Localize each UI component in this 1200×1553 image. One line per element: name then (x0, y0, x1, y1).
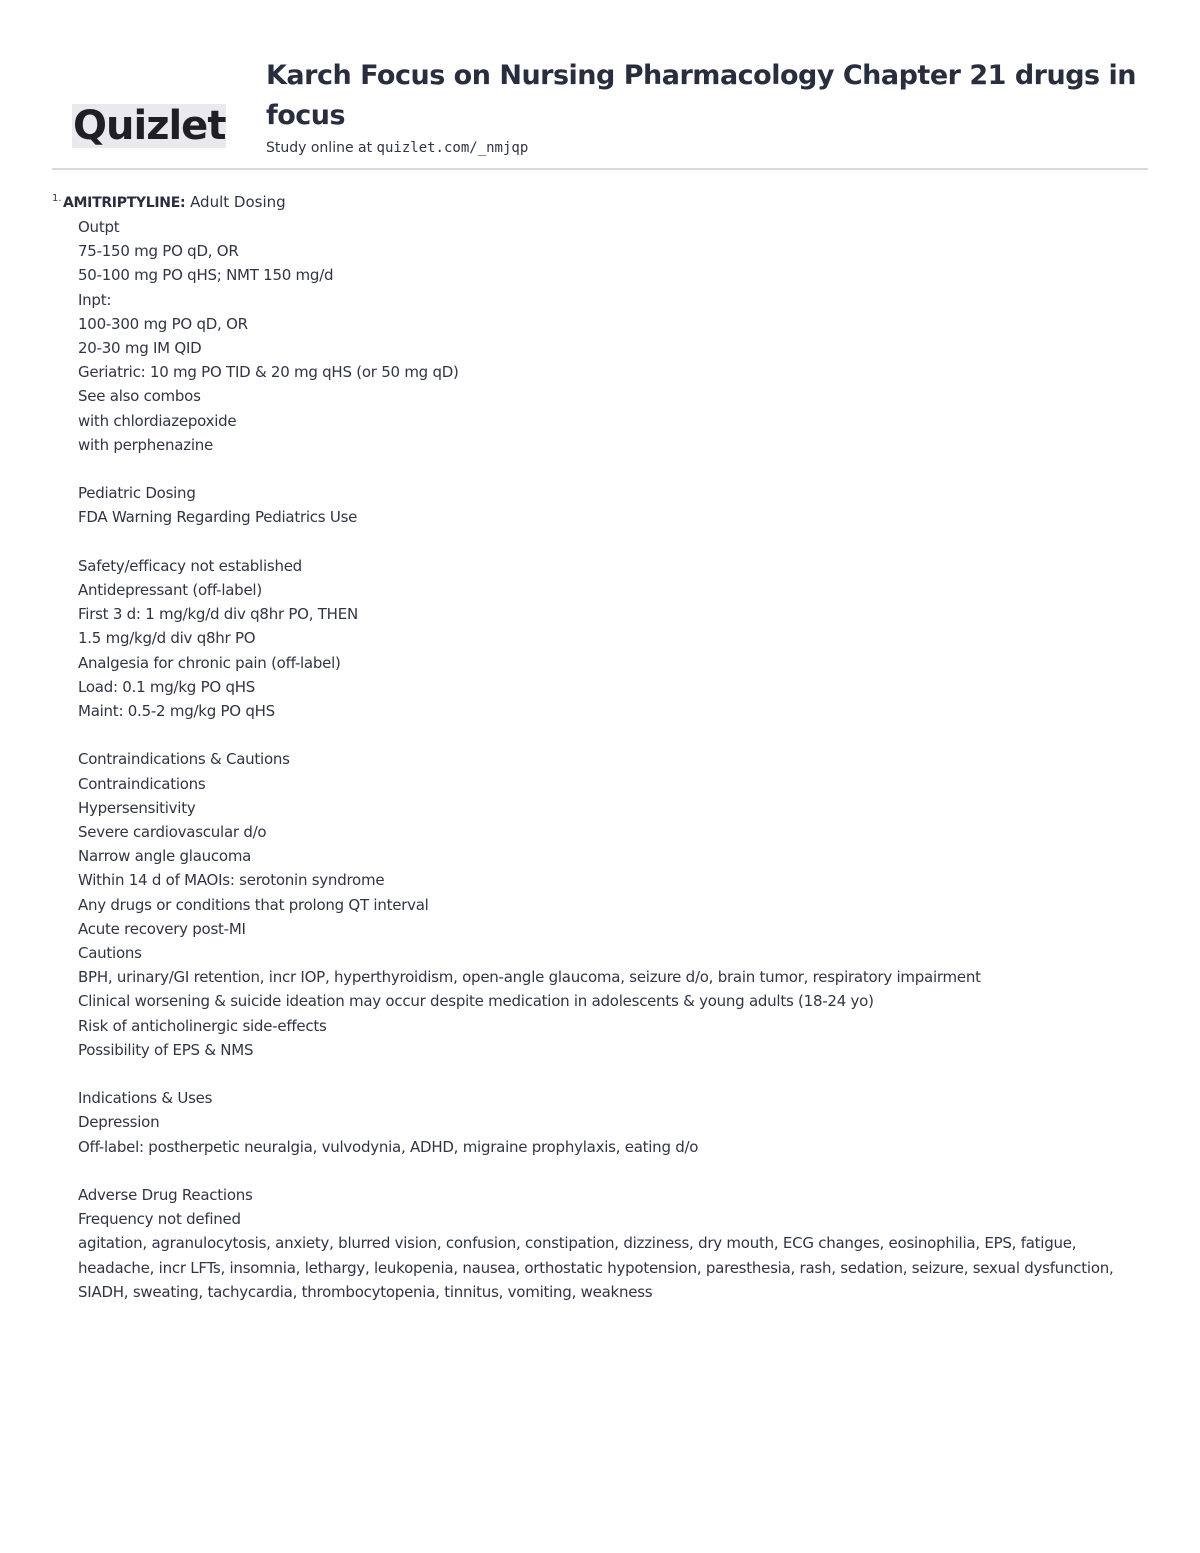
definition-line: Within 14 d of MAOIs: serotonin syndrome (78, 871, 385, 890)
definition-line: Hypersensitivity (78, 798, 196, 817)
definition-line: Possibility of EPS & NMS (78, 1040, 254, 1059)
definition-line: Risk of anticholinergic side-effects (78, 1016, 327, 1035)
study-online-line (266, 140, 528, 156)
definition-line: agitation, agranulocytosis, anxiety, blurred vision, confusion, constipation, dizziness, dry mouth, ECG changes, eosinophilia, EPS, fatigue, headache, incr LFTs, insomnia, lethargy, leukopenia, nausea, orthostatic hypotension, paresthesia, rash, sedation, seizure, sexual dysfunction, SIADH, sweating, tachycardia, thrombocytopenia, tinnitus, vomiting, weakness (78, 1234, 1119, 1301)
definition-line: Maint: 0.5-2 mg/kg PO qHS (78, 702, 275, 721)
definition-line: Severe cardiovascular d/o (78, 823, 267, 842)
definition-line: 100-300 mg PO qD, OR (78, 314, 248, 333)
blank-line (78, 1062, 1146, 1086)
definition-line: Indications & Uses (78, 1089, 213, 1108)
definition-line: Frequency not defined (78, 1210, 241, 1229)
definition-line: See also combos (78, 387, 201, 406)
term-heading (63, 190, 1148, 215)
study-online-url[interactable]: quizlet.com/_nmjqp (376, 140, 529, 156)
definition-line: Pediatric Dosing (78, 484, 196, 503)
definition-line: Inpt: (78, 290, 112, 309)
blank-line (78, 457, 1146, 481)
blank-line (78, 530, 1146, 554)
definition-line: Antidepressant (off-label) (78, 581, 262, 600)
term-name: AMITRIPTYLINE: (63, 195, 186, 211)
definition-line: 50-100 mg PO qHS; NMT 150 mg/d (78, 266, 334, 285)
definition-line: Narrow angle glaucoma (78, 847, 252, 866)
definition-first-line: Adult Dosing (190, 193, 286, 211)
study-online-label: Study online at (266, 140, 377, 156)
definition-line: Geriatric: 10 mg PO TID & 20 mg qHS (or 50 mg qD) (78, 363, 459, 382)
definition-line: FDA Warning Regarding Pediatrics Use (78, 508, 358, 527)
definition-line: Analgesia for chronic pain (off-label) (78, 653, 341, 672)
definition-line: Outpt (78, 218, 120, 236)
definition-line: Load: 0.1 mg/kg PO qHS (78, 677, 256, 696)
definition-line: Contraindications (78, 774, 206, 793)
term-item (52, 190, 1148, 1304)
definition-body (78, 215, 1146, 1304)
definition-line: 20-30 mg IM QID (78, 339, 202, 358)
definition-line: Any drugs or conditions that prolong QT interval (78, 895, 429, 914)
definition-line: with chlordiazepoxide (78, 411, 237, 430)
definition-line: Depression (78, 1113, 160, 1132)
definition-line: Safety/efficacy not established (78, 556, 302, 575)
definition-line: Adverse Drug Reactions (78, 1186, 253, 1205)
definition-line: BPH, urinary/GI retention, incr IOP, hyperthyroidism, open-angle glaucoma, seizure d/o, brain tumor, respiratory impairment (78, 968, 981, 987)
definition-line: Off-label: postherpetic neuralgia, vulvodynia, ADHD, migraine prophylaxis, eating d/o (78, 1137, 699, 1156)
definition-line: with perphenazine (78, 435, 213, 454)
page-title: Karch Focus on Nursing Pharmacology Chapter 21 drugs in focus (266, 60, 1136, 131)
blank-line (78, 1159, 1146, 1183)
definition-line: Acute recovery post-MI (78, 919, 246, 938)
term-list (52, 190, 1148, 1304)
definition-line: 75-150 mg PO qD, OR (78, 242, 239, 261)
term-number: 1. (52, 193, 62, 204)
definition-line: First 3 d: 1 mg/kg/d div q8hr PO, THEN (78, 605, 358, 624)
definition-line: 1.5 mg/kg/d div q8hr PO (78, 629, 256, 648)
definition-line: Contraindications & Cautions (78, 750, 290, 769)
definition-line: Clinical worsening & suicide ideation may occur despite medication in adolescents & young adults (18-24 yo) (78, 992, 874, 1011)
blank-line (78, 723, 1146, 747)
quizlet-logo: Quizlet (73, 103, 226, 149)
header-divider (52, 168, 1148, 170)
definition-line: Cautions (78, 944, 142, 963)
document-header (52, 52, 1148, 170)
